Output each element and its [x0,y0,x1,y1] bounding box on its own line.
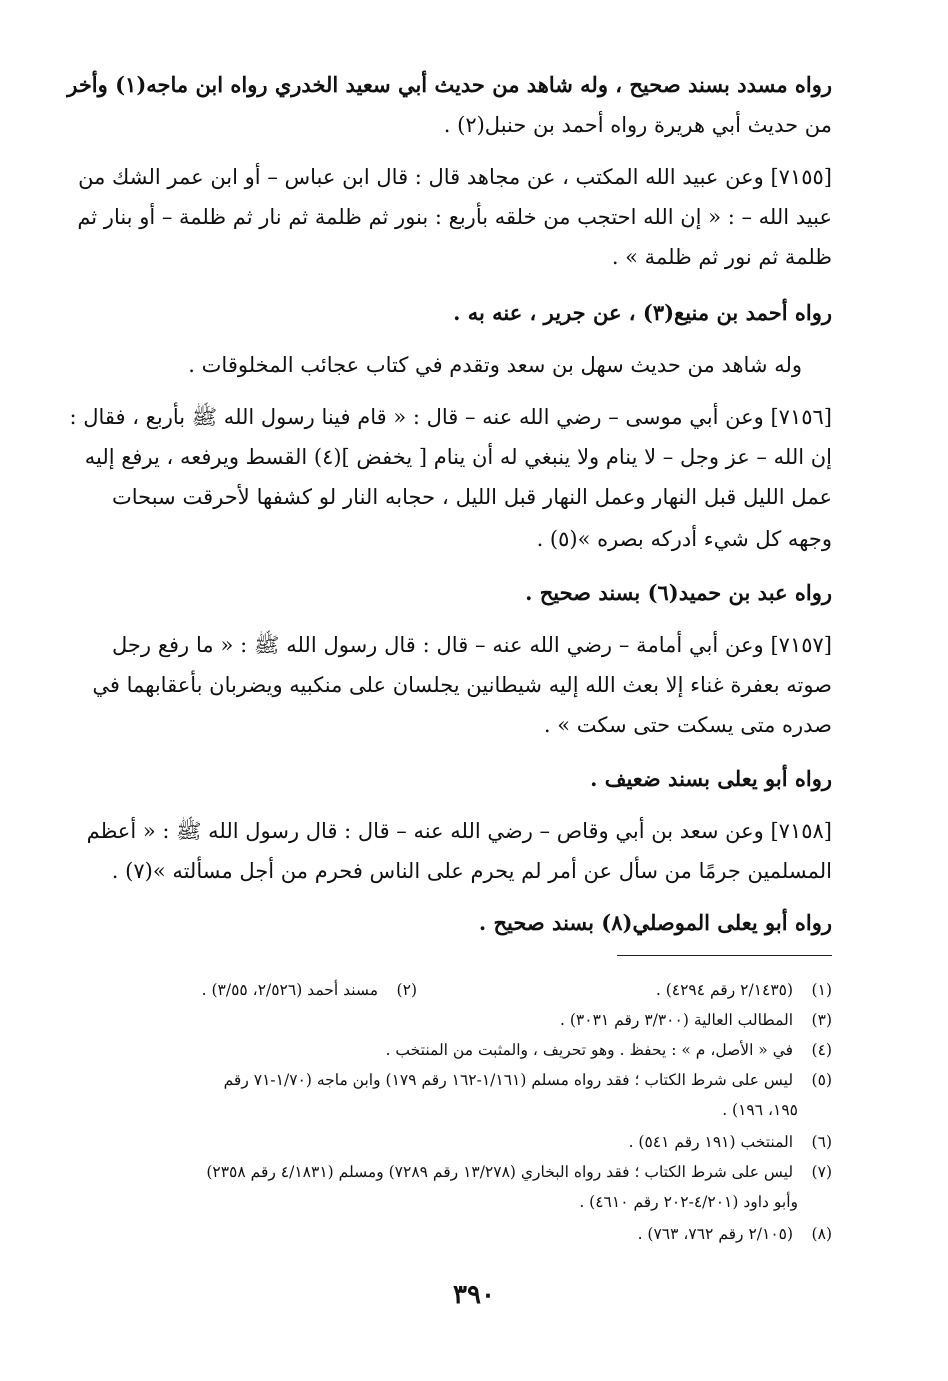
footnote-divider [617,955,832,956]
text-line: المسلمين جرمًا من سأل عن أمر لم يحرم على الناس فحرم من أجل مسألته »(٧) . [111,859,832,883]
footnote-number: (٤) [811,1041,832,1059]
hadith-7157-line: [٧١٥٧] وعن أبي أمامة – رضي الله عنه – قال : قال رسول الله ﷺ : « ما رفع رجل [112,633,832,657]
footnote-text: (٢/١٤٣٥ رقم ٤٢٩٤) . [655,981,794,999]
hadith-7156-line: [٧١٥٦] وعن أبي موسى – رضي الله عنه – قال : « قام فينا رسول الله ﷺ بأربع ، فقال : [69,405,832,429]
footnote [112,1068,832,1092]
footnote-number: (٧) [811,1163,832,1181]
text-line: عبيد الله – : « إن الله احتجب من خلقه بأربع : بنور ثم ظلمة ثم نار ثم ظلمة – أو بنار ثم [77,205,832,229]
footnote-text: في « الأصل، م » : يحفظ . وهو تحريف ، والمثبت من المنتخب . [385,1041,794,1059]
footnote [112,1160,832,1184]
text-line: إن الله – عز وجل – لا ينام ولا ينبغي له أن ينام [ يخفض ](٤) القسط ويرفعه ، يرفع إليه [84,445,832,469]
text-line: ظلمة ثم نور ثم ظلمة » . [611,245,832,269]
text-line: صدره متى يسكت حتى سكت » . [543,713,832,737]
footnote-text: المنتخب (١٩١ رقم ٥٤١) . [628,1133,794,1151]
footnote [112,1130,832,1154]
footnote-continuation: ١٩٥، ١٩٦) . [722,1101,798,1119]
text-line: عمل الليل قبل النهار وعمل النهار قبل الليل ، حجابه النار لو كشفها لأحرقت سبحات [112,485,832,509]
text-line: رواه مسدد بسند صحيح ، وله شاهد من حديث أبي سعيد الخدري رواه ابن ماجه(١) وأخر [67,72,832,97]
footnote-number: (١) [811,981,832,999]
footnote-number: (٢) [396,981,417,999]
text-line: صوته بعفرة غناء إلا بعث الله إليه شيطانين يجلسان على منكبيه ويضربان بأعقابهما في [92,673,832,697]
footnote [112,1008,832,1032]
footnote-secondary [202,978,417,1002]
footnote-number: (٣) [811,1011,832,1029]
hadith-7158-line: [٧١٥٨] وعن سعد بن أبي وقاص – رضي الله عنه – قال : قال رسول الله ﷺ : « أعظم [86,819,832,843]
narration-line: رواه أبو يعلى الموصلي(٨) بسند صحيح . [478,910,832,935]
footnote [112,1038,832,1062]
narration-line: رواه عبد بن حميد(٦) بسند صحيح . [525,580,832,605]
footnote [112,978,832,1002]
footnote-text: المطالب العالية (٣/٣٠٠ رقم ٣٠٣١) . [560,1011,794,1029]
footnote-text: (٢/١٠٥ رقم ٧٦٢، ٧٦٣) . [637,1225,794,1243]
footnote-text: ليس على شرط الكتاب ؛ فقد رواه البخاري (١٣/٢٧٨ رقم ٧٢٨٩) ومسلم (٤/١٨٣١ رقم ٢٣٥٨) [206,1163,794,1181]
footnote [112,1222,832,1246]
footnote-text: مسند أحمد (٢/٥٢٦، ٣/٥٥) . [201,981,379,999]
text-line: من حديث أبي هريرة رواه أحمد بن حنبل(٢) . [443,113,832,137]
hadith-7155-line: [٧١٥٥] وعن عبيد الله المكتب ، عن مجاهد قال : قال ابن عباس – أو ابن عمر الشك من [78,165,832,189]
footnote-number: (٦) [811,1133,832,1151]
page-number: ٣٩٠ [453,1280,495,1310]
footnote-number: (٥) [811,1071,832,1089]
text-line: وله شاهد من حديث سهل بن سعد وتقدم في كتاب عجائب المخلوقات . [188,353,802,377]
footnote-number: (٨) [811,1225,832,1243]
narration-line: رواه أبو يعلى بسند ضعيف . [590,766,832,791]
footnote-text: ليس على شرط الكتاب ؛ فقد رواه مسلم (١/١٦١-١٦٢ رقم ١٧٩) وابن ماجه (١/٧٠-٧١ رقم [223,1071,794,1089]
text-line: وجهه كل شيء أدركه بصره »(٥) . [536,527,832,551]
narration-line: رواه أحمد بن منيع(٣) ، عن جرير ، عنه به . [453,300,832,325]
footnote-continuation: وأبو داود (٤/٢٠١-٢٠٢ رقم ٤٦١٠) . [579,1193,798,1211]
